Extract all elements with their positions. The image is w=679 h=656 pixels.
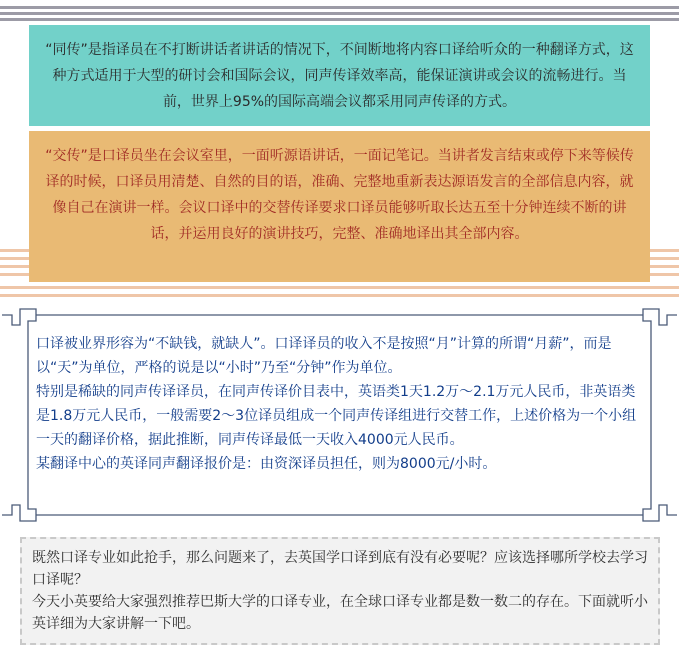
stripe xyxy=(0,294,679,297)
income-paragraph: 特别是稀缺的同声传译译员，在同声传译价目表中，英语类1天1.2万～2.1万元人民币，非英语类是1.8万元人民币，一般需要2～3位译员组成一个同声传译组进行交替工作，上述价格为一个小组一天的翻译价格，据此推断，同声传译最低一天收入4000元人民币。 xyxy=(36,384,637,448)
stripe xyxy=(650,273,679,276)
stripe xyxy=(650,257,679,260)
stripe xyxy=(650,265,679,268)
consecutive-interpretation-text: “交传”是口译员坐在会议室里，一面听源语讲话，一面记笔记。当讲者发言结束或停下来等候传译的时候，口译员用清楚、自然的目的语，准确、完整地重新表达源语发言的全部信息内容，就像自己在演讲一样。会议口译中的交替传译要求口译员能够听取长达五至十分钟连续不断的讲话，并运用良好的演讲技巧，完整、准确地译出其全部内容。 xyxy=(45,148,634,242)
stripe xyxy=(650,249,679,252)
stripe xyxy=(0,249,29,252)
recommendation-box xyxy=(20,537,660,645)
recommendation-paragraph: 今天小英要给大家强烈推荐巴斯大学的口译专业，在全球口译专业都是数一数二的存在。下面就听小英详细为大家讲解一下吧。 xyxy=(32,594,648,632)
income-paragraph: 某翻译中心的英译同声翻译报价是：由资深译员担任，则为8000元/小时。 xyxy=(36,456,497,472)
stripe xyxy=(0,6,679,9)
consecutive-interpretation-box xyxy=(29,131,650,282)
stripe xyxy=(0,12,679,15)
stripe xyxy=(0,265,29,268)
stripe xyxy=(0,18,679,21)
simultaneous-interpretation-box xyxy=(29,25,650,126)
stripe xyxy=(0,273,29,276)
income-paragraph: 口译被业界形容为“不缺钱，就缺人”。口译译员的收入不是按照“月”计算的所谓“月薪”，而是以“天”为单位，严格的说是以“小时”乃至“分钟”作为单位。 xyxy=(36,336,612,376)
interpreter-income-box xyxy=(20,332,660,498)
recommendation-paragraph: 既然口译专业如此抢手，那么问题来了，去英国学口译到底有没有必要呢？应该选择哪所学校去学习口译呢？ xyxy=(32,550,648,588)
simultaneous-interpretation-text: “同传”是指译员在不打断讲话者讲话的情况下，不间断地将内容口译给听众的一种翻译方式，这种方式适用于大型的研讨会和国际会议，同声传译效率高，能保证演讲或会议的流畅进行。当前，世界上95%的国际高端会议都采用同声传译的方式。 xyxy=(45,42,634,110)
stripe xyxy=(0,286,679,289)
stripe xyxy=(0,257,29,260)
